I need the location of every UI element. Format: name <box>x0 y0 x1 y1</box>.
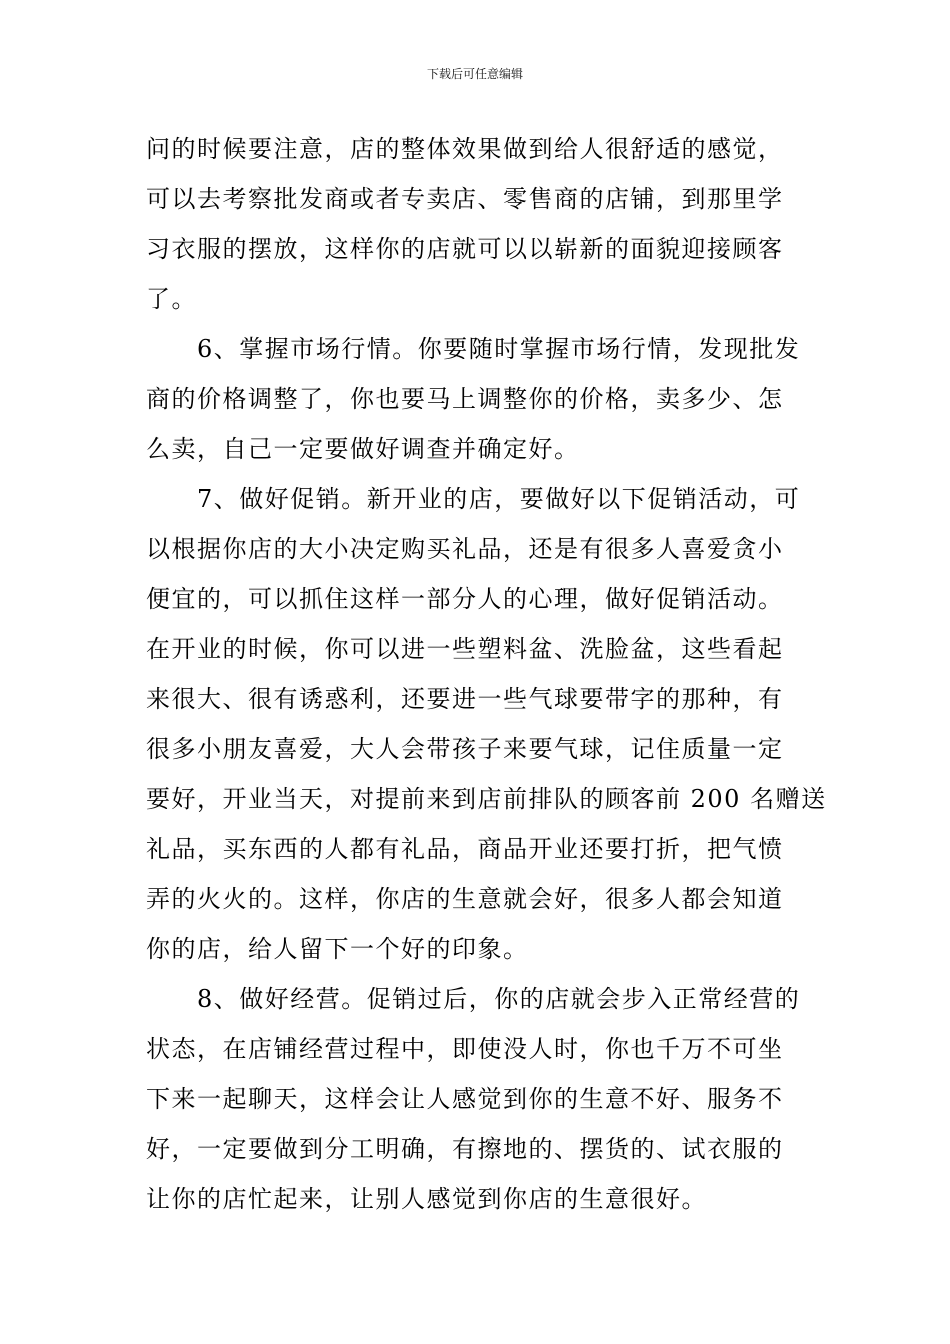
text-line: 状态，在店铺经营过程中，即使没人时，你也千万不可坐 <box>146 1035 784 1063</box>
text-line: 以根据你店的大小决定购买礼品，还是有很多人喜爱贪小 <box>146 535 784 563</box>
text-line: 要好，开业当天，对提前来到店前排队的顾客前 200 名赠送 <box>146 785 827 813</box>
text-line: 可以去考察批发商或者专卖店、零售商的店铺，到那里学 <box>146 185 784 213</box>
text-line: 8、做好经营。促销过后，你的店就会步入正常经营的 <box>146 985 801 1013</box>
text-line: 么卖，自己一定要做好调查并确定好。 <box>146 435 580 463</box>
paragraph-6-market <box>146 324 810 474</box>
text-line: 礼品，买东西的人都有礼品，商品开业还要打折，把气愤 <box>146 835 784 863</box>
text-line: 让你的店忙起来，让别人感觉到你店的生意很好。 <box>146 1185 707 1213</box>
text-line: 6、掌握市场行情。你要随时掌握市场行情，发现批发 <box>146 335 801 363</box>
text-line: 很多小朋友喜爱，大人会带孩子来要气球，记住质量一定 <box>146 735 784 763</box>
text-line: 习衣服的摆放，这样你的店就可以以崭新的面貌迎接顾客 <box>146 235 784 263</box>
text-line: 弄的火火的。这样，你店的生意就会好，很多人都会知道 <box>146 885 784 913</box>
page-header: 下载后可任意编辑 <box>426 67 523 81</box>
paragraph-continuation <box>146 124 810 324</box>
text-line: 问的时候要注意，店的整体效果做到给人很舒适的感觉， <box>146 135 784 163</box>
text-line: 你的店，给人留下一个好的印象。 <box>146 935 529 963</box>
text-line: 便宜的，可以抓住这样一部分人的心理，做好促销活动。 <box>146 585 784 613</box>
text-line: 7、做好促销。新开业的店，要做好以下促销活动，可 <box>146 485 801 513</box>
text-line: 在开业的时候，你可以进一些塑料盆、洗脸盆，这些看起 <box>146 635 784 663</box>
text-line: 商的价格调整了，你也要马上调整你的价格，卖多少、怎 <box>146 385 784 413</box>
paragraph-7-promotion <box>146 474 827 974</box>
text-line: 了。 <box>146 285 197 313</box>
paragraph-8-operation <box>146 974 810 1224</box>
document-body <box>146 124 827 1224</box>
text-line: 下来一起聊天，这样会让人感觉到你的生意不好、服务不 <box>146 1085 784 1113</box>
text-line: 来很大、很有诱惑利，还要进一些气球要带字的那种，有 <box>146 685 784 713</box>
text-line: 好，一定要做到分工明确，有擦地的、摆货的、试衣服的 <box>146 1135 784 1163</box>
